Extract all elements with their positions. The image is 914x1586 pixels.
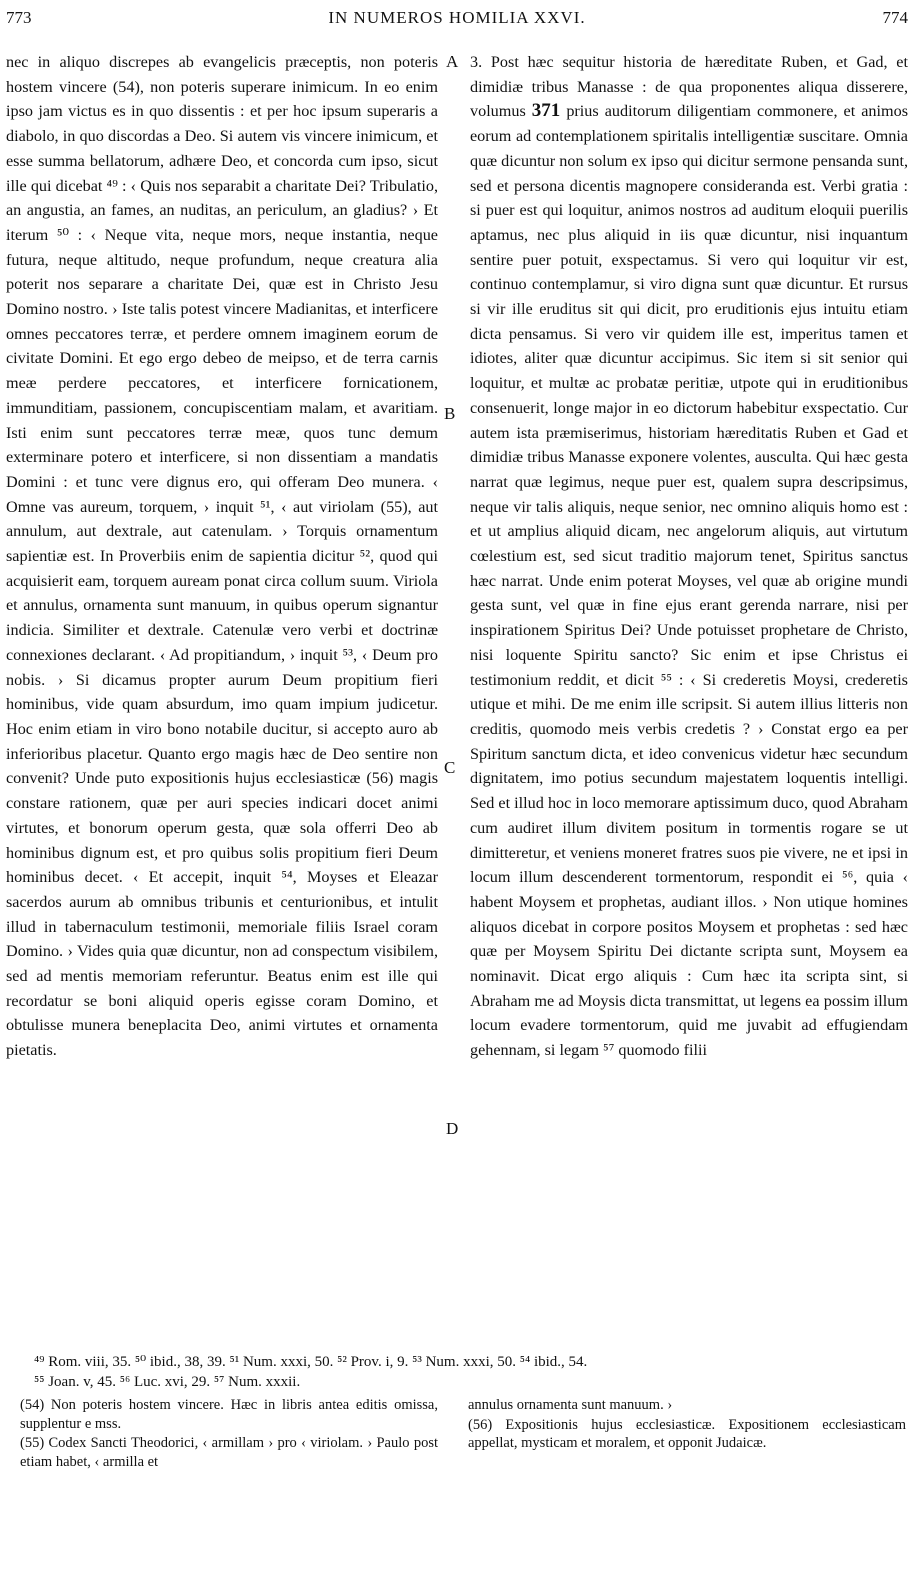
- footnote: (55) Codex Sancti Theodorici, ‹ armillam › pro ‹ viriolam. › Paulo post etiam habet, ‹ armilla et: [20, 1435, 438, 1470]
- page-header: [6, 8, 908, 38]
- scripture-references: [34, 1352, 908, 1392]
- margin-letter-d: D: [446, 1119, 459, 1138]
- right-column-intro: 3. Post hæc sequitur historia de hæreditate Ruben, et Gad, et dimidiæ tribus Manasse : de qua proponentes aliqua disserere, volumus: [470, 53, 908, 121]
- margin-letter-a: A: [446, 52, 459, 71]
- right-column: [470, 50, 908, 1063]
- left-column: [6, 50, 438, 1063]
- right-column-text: prius auditorum diligentiam commonere, et animos eorum ad contemplationem spiritalis intelligentiæ suscitare. Omnia quæ dicuntur non solum ex ipso qui dicitur sermone pensanda sunt, sed et persona dicentis magnopere consideranda est. Verbi gratia : si puer est qui loquitur, animos nostros ad auditum eloquii puerilis aptamus, nec plus aliquid in iis quæ dicuntur, nisi inquantum sentire puer potuit, exspectamus. Si vero qui loquitur vir est, continuo contemplamur, si viro digna sunt quæ dicuntur. Et rursus si vir ille eruditus sit qui dicit, pro eruditionis ejus intuitu etiam dicta pensamus. Si vero vir quidem ille est, imperitus tamen et idiotes, aliter quæ dicuntur accipimus. Sic item si sit senior qui loquitur, et multæ ac probatæ peritiæ, utpote qui in eruditionibus consenuerit, longe major in eo dictorum habebitur exspectatio. Cur autem ista præmiserimus, historiam hæreditatis Ruben et Gad et dimidiæ tribus Manasse exponere volentes, ausculta. Qui hæc gesta narrat quæ legimus, neque puer est, qualem supra descripsimus, neque vir talis aliquis, neque senior, nec omnino aliquis homo est : et ut amplius aliquid dicam, nec angelorum aliquis, aut virtutum cœlestium est, sed sicut traditio majorum tenet, Spiritus sanctus hæc narrat. Unde enim poterat Moyses, vel quæ ab origine mundi gesta sunt, vel quæ in fine ejus erant gerenda narrare, nisi per inspirationem Spiritus Dei? Unde potuisset prophetare de Christo, nisi loquente Spiritu sancto? Sic enim et ipse Christus ei testimonium reddit, et dicit ⁵⁵ : ‹ Si crederetis Moysi, crederetis utique et mihi. De me enim ille scripsit. Si autem illius litteris non creditis, quomodo meis verbis credetis ? › Constat ergo ea per Spiritum sanctum dicta, et ideo convenicus videtur hæc secundum dignitatem, imo potius secundum majestatem loquentis intelligi. Sed et illud hoc in loco memorare aptissimum duco, quod Abraham cum audiret illum divitem positum in tormentis rogare se ut dimitteretur, et veniens moneret fratres suos pie vivere, ne et ipsi in locum illum descenderent tormentorum, respondit ei ⁵⁶, quia ‹ habent Moysem et prophetas, audiant illos. › Non utique homines aliquos dicebat in corpore positos Moysem et prophetas : sed hæc quæ per Moysem Spiritu Dei dictante scripta sunt, Moysem ea nominavit. Dicat ergo aliquis : Cum hæc ita scripta sint, si Abraham me ad Moysis dicta transmittat, ut legens ea possim illum locum evadere tormentorum, quid me juvabit ad effugiendam gehennam, si legam ⁵⁷ quomodo filii: [470, 102, 909, 1060]
- column-number: 371: [531, 100, 561, 122]
- footnote: annulus ornamenta sunt manuum. ›: [468, 1397, 673, 1413]
- footnote: (56) Expositionis hujus ecclesiasticæ. Expositionem ecclesiasticam appellat, mysticam et moralem, et opponit Judaicæ.: [468, 1416, 906, 1451]
- margin-letter-c: C: [444, 758, 456, 777]
- running-title: IN NUMEROS HOMILIA XXVI.: [328, 8, 586, 27]
- reference-line: ⁴⁹ Rom. viii, 35. ⁵⁰ ibid., 38, 39. ⁵¹ Num. xxxi, 50. ⁵² Prov. i, 9. ⁵³ Num. xxxi, 50. ⁵⁴ ibid., 54.: [34, 1354, 588, 1370]
- margin-letter-b: B: [444, 404, 456, 423]
- page-number-left: 773: [6, 8, 32, 27]
- footnotes-right: [468, 1396, 906, 1454]
- page-number-right: 774: [882, 8, 908, 27]
- reference-line: ⁵⁵ Joan. v, 45. ⁵⁶ Luc. xvi, 29. ⁵⁷ Num. xxxii.: [34, 1374, 301, 1390]
- footnote: (54) Non poteris hostem vincere. Hæc in libris antea editis omissa, supplentur e mss.: [20, 1397, 438, 1432]
- left-column-text: nec in aliquo discrepes ab evangelicis præceptis, non poteris hostem vincere (54), non poteris superare inimicum. In eo enim ipso jam victus es in quo dissentis : et per hoc ipsum superaris a diabolo, in quo discordas a Deo. Si autem vis vincere inimicum, et esse summa bellatorum, adhære Deo, et concorda cum ipso, sicut ille qui dicebat ⁴⁹ : ‹ Quis nos separabit a charitate Dei? Tribulatio, an angustia, an fames, an nuditas, an periculum, an gladius? › Et iterum ⁵⁰ : ‹ Neque vita, neque mors, neque instantia, neque futura, neque altitudo, neque profundum, neque creatura alia poterit nos separare a charitate Dei, quæ est in Christo Jesu Domino nostro. › Iste talis potest vincere Madianitas, et interficere omnes peccatores terræ, et perdere omnem imaginem eorum de civitate Domini. Et ego ergo debeo de meipso, et de terra carnis meæ perdere peccatores, et interficere fornicationem, immunditiam, passionem, concupiscentiam malam, et avaritiam. Isti enim sunt peccatores terræ meæ, quos tunc demum exterminare potero et interficere, si non dissentiam a mandatis Domini : et tunc vere dignus ero, qui offeram Deo munera. ‹ Omne vas aureum, torquem, › inquit ⁵¹, ‹ aut viriolam (55), aut annulum, aut dextrale, aut catenulam. › Torquis ornamentum sapientiæ est. In Proverbiis enim de sapientia dicitur ⁵², quod qui acquisierit eam, torquem auream ponat circa collum suum. Viriola et annulus, ornamenta sunt manuum, in quibus operum signantur indicia. Similiter et dextrale. Catenulæ vero verbi et doctrinæ connexiones declarant. ‹ Ad propitiandum, › inquit ⁵³, ‹ Deum pro nobis. › Si dicamus propter aurum Deum propitium fieri hominibus, vide quam absurdum, imo quam impium judicetur. Hoc enim etiam in viro bono notabile ducitur, si accepto auro ab inferioribus placetur. Quanto ergo magis hæc de Deo sentire non convenit? Unde puto expositionis hujus ecclesiasticæ (56) magis constare rationem, quæ per auri species indicari docet animi virtutes, et bonorum operum gesta, quæ sola offerri Deo ab hominibus dignum est, et pro quibus solis propitium fieri Deum hominibus decet. ‹ Et accepit, inquit ⁵⁴, Moyses et Eleazar sacerdos aurum ab omnibus tribunis et centurionibus, et intulit illud in tabernaculum testimonii, memoriale filiis Israel coram Domino. › Vides quia quæ dicuntur, non ad conspectum visibilem, sed ad mentis memoriam referuntur. Beatus enim est ille qui recordatur se boni aliquid operis egisse coram Domino, et obtulisse munera beneplacita Deo, animi virtutes et ornamenta pietatis.: [6, 53, 438, 1060]
- footnotes-left: [20, 1396, 438, 1472]
